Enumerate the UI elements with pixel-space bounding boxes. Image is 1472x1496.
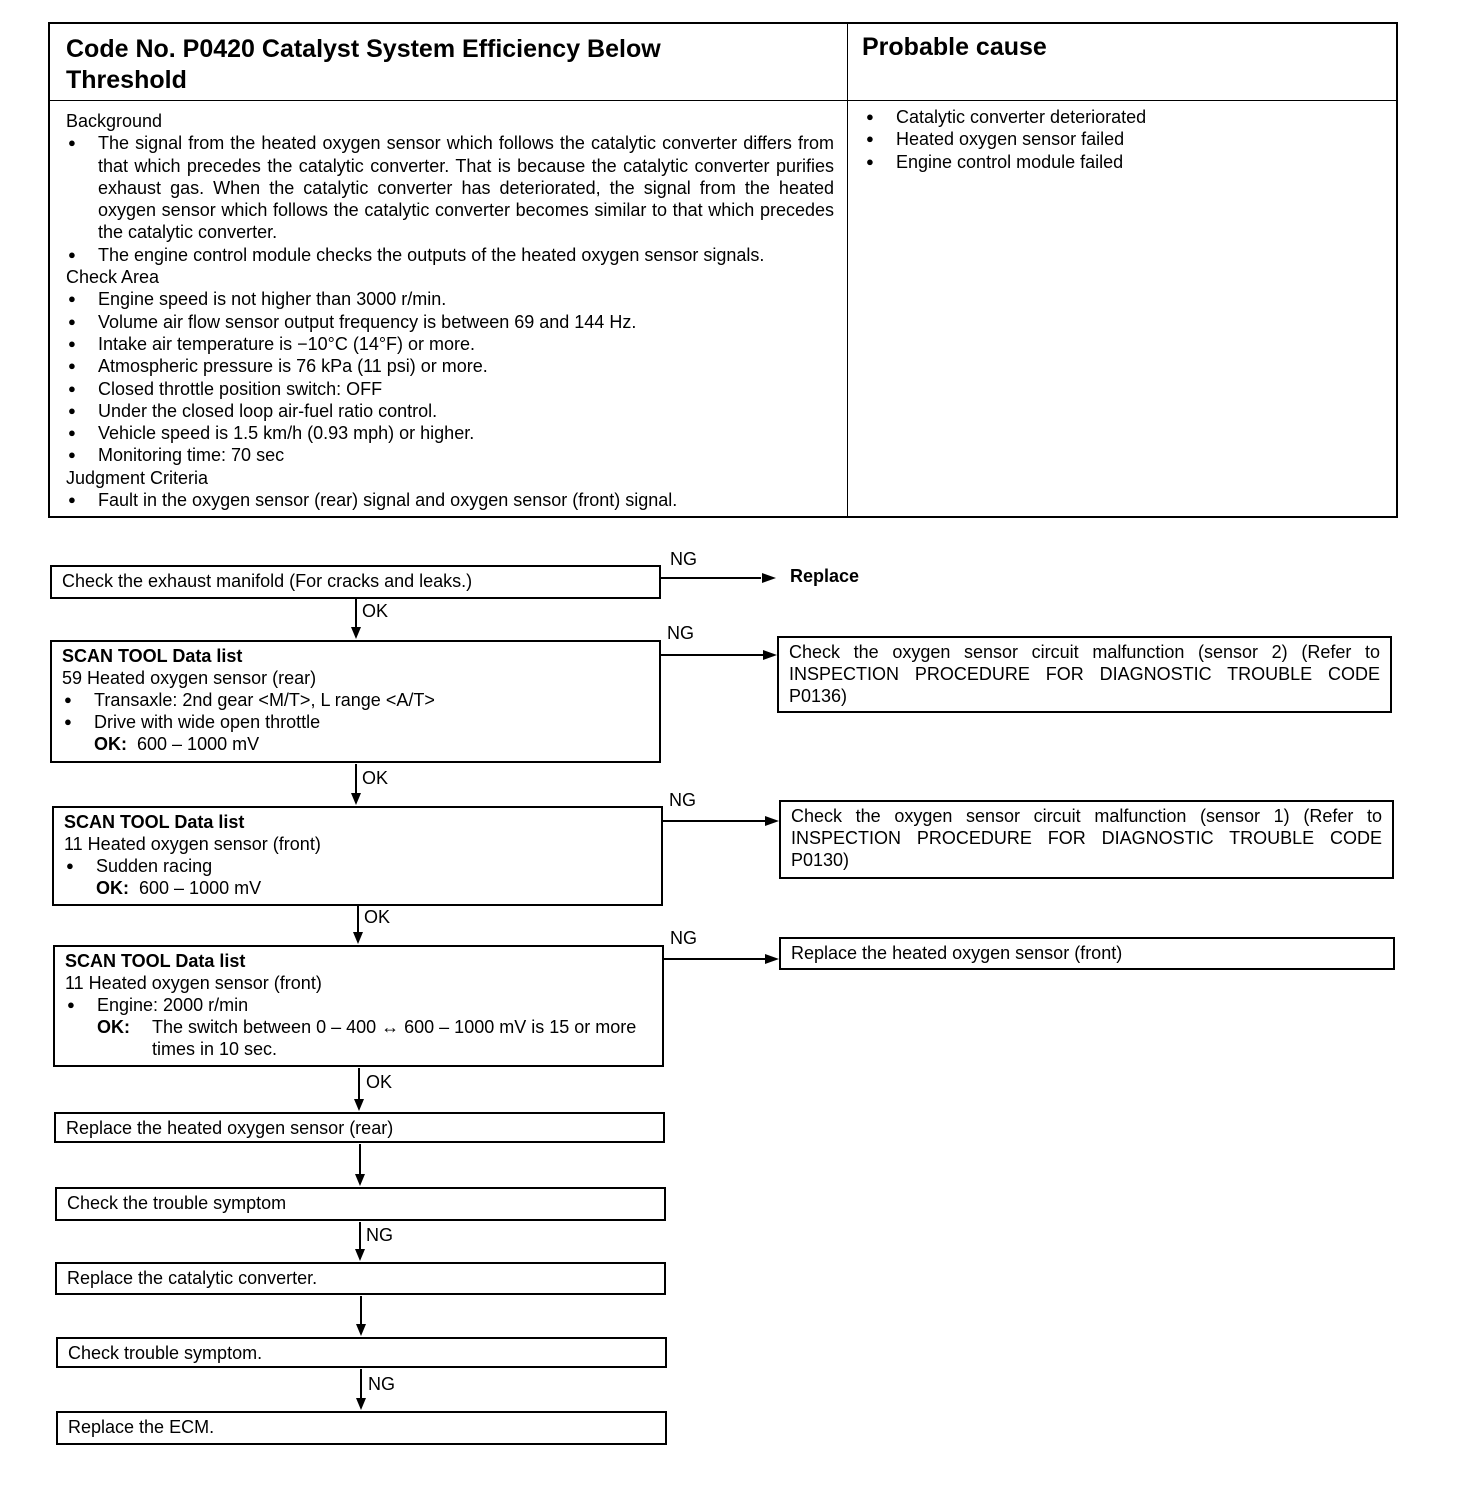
ng-label: NG — [670, 928, 697, 948]
cause-list — [864, 106, 1364, 173]
step-check-trouble-symptom: Check the trouble symptom — [55, 1187, 666, 1221]
ok-label: OK: — [96, 878, 129, 898]
arrow-right-icon — [763, 650, 777, 660]
ng-label: NG — [368, 1374, 395, 1394]
step-replace-ecm: Replace the ECM. — [56, 1411, 667, 1445]
check-area-item: ● Vehicle speed is 1.5 km/h (0.93 mph) or higher. — [66, 422, 834, 444]
arrow-right-icon — [765, 954, 779, 964]
check-area-item: ● Engine speed is not higher than 3000 r/min. — [66, 288, 834, 310]
arrow-line — [355, 764, 357, 794]
arrow-down-icon — [351, 793, 361, 805]
ng-label: NG — [667, 623, 694, 643]
arrow-line — [664, 958, 765, 960]
step-replace-catalytic-converter: Replace the catalytic converter. — [55, 1262, 666, 1295]
header-divider — [50, 100, 1396, 101]
ok-label: OK — [362, 601, 389, 621]
check-area-item: ● Intake air temperature is −10°C (14°F) or more. — [66, 333, 834, 355]
ok-value: 600 – 1000 mV — [137, 734, 260, 754]
arrow-down-icon — [351, 627, 361, 639]
check-area-item: ● Volume air flow sensor output frequency is between 69 and 144 Hz. — [66, 311, 834, 333]
arrow-down-icon — [355, 1174, 365, 1186]
arrow-line — [355, 599, 357, 629]
ok-value: 600 – 1000 mV — [139, 878, 262, 898]
scan-title: SCAN TOOL Data list — [64, 812, 245, 832]
arrow-line — [661, 654, 763, 656]
arrow-line — [359, 1144, 361, 1175]
arrow-down-icon — [356, 1398, 366, 1410]
background-item: ● The signal from the heated oxygen sensor which follows the catalytic converter differs from that which precedes the catalytic converter. That is because the catalytic converter purifies exhaust gas. When the catalytic converter has deteriorated, the signal from the heated oxygen sensor which follows the catalytic converter becomes similar to that which precedes the catalytic converter. — [66, 132, 834, 243]
arrow-right-icon — [762, 573, 776, 583]
column-divider — [847, 24, 848, 516]
cause-item: ● Catalytic converter deteriorated — [864, 106, 1364, 128]
check-area-item: ● Atmospheric pressure is 76 kPa (11 psi) or more. — [66, 355, 834, 377]
arrow-line — [661, 577, 761, 579]
scan-condition: ● Drive with wide open throttle — [62, 711, 649, 733]
judgment-item: ● Fault in the oxygen sensor (rear) signal and oxygen sensor (front) signal. — [66, 489, 834, 511]
background-label: Background — [66, 111, 163, 131]
arrow-right-icon — [765, 816, 779, 826]
ok-label: OK — [366, 1072, 393, 1092]
step-scan-rear-sensor — [50, 640, 661, 763]
scan-item: 59 Heated oxygen sensor (rear) — [62, 668, 317, 688]
ok-label: OK — [362, 768, 389, 788]
ng-label: NG — [669, 790, 696, 810]
code-table — [48, 22, 1398, 518]
arrow-line — [663, 820, 765, 822]
step-check-sensor1-circuit: Check the oxygen sensor circuit malfunction (sensor 1) (Refer to INSPECTION PROCEDURE FOR DIAGNOSTIC TROUBLE CODE P0130) — [779, 800, 1394, 879]
replace-label: Replace — [790, 566, 860, 586]
cause-item: ● Engine control module failed — [864, 151, 1364, 173]
arrow-down-icon — [355, 1249, 365, 1261]
scan-item: 11 Heated oxygen sensor (front) — [65, 973, 322, 993]
scan-title: SCAN TOOL Data list — [62, 646, 243, 666]
probable-cause-title: Probable cause — [862, 33, 1047, 61]
judgment-label: Judgment Criteria — [66, 467, 209, 488]
description — [66, 110, 834, 511]
ng-label: NG — [670, 549, 697, 569]
cause-item: ● Heated oxygen sensor failed — [864, 128, 1364, 150]
step-replace-rear-sensor: Replace the heated oxygen sensor (rear) — [54, 1112, 665, 1143]
check-area-item: ● Under the closed loop air-fuel ratio control. — [66, 400, 834, 422]
arrow-line — [358, 1068, 360, 1100]
arrow-line — [360, 1369, 362, 1399]
arrow-down-icon — [354, 1099, 364, 1111]
step-check-trouble-symptom-2: Check trouble symptom. — [56, 1337, 667, 1368]
step-replace-front-sensor: Replace the heated oxygen sensor (front) — [779, 937, 1395, 970]
check-area-item: ● Monitoring time: 70 sec — [66, 444, 834, 466]
background-item: ● The engine control module checks the outputs of the heated oxygen sensor signals. — [66, 244, 834, 266]
ok-label: OK: — [94, 734, 127, 754]
arrow-down-icon — [353, 932, 363, 944]
scan-condition: ● Sudden racing — [64, 855, 651, 877]
scan-condition: ● Transaxle: 2nd gear <M/T>, L range <A/T> — [62, 689, 649, 711]
scan-title: SCAN TOOL Data list — [65, 951, 246, 971]
ok-label: OK: — [97, 1017, 130, 1037]
code-title: Code No. P0420 Catalyst System Efficiency Below Threshold — [66, 35, 661, 94]
scan-condition: ● Engine: 2000 r/min — [65, 994, 652, 1016]
step-scan-front-sensor-racing — [52, 806, 663, 906]
ng-label: NG — [366, 1225, 393, 1245]
arrow-line — [357, 906, 359, 934]
check-area-label: Check Area — [66, 267, 160, 288]
arrow-line — [360, 1296, 362, 1325]
step-check-exhaust-manifold: Check the exhaust manifold (For cracks and leaks.) — [50, 565, 661, 599]
check-area-item: ● Closed throttle position switch: OFF — [66, 378, 834, 400]
step-check-sensor2-circuit: Check the oxygen sensor circuit malfunction (sensor 2) (Refer to INSPECTION PROCEDURE FOR DIAGNOSTIC TROUBLE CODE P0136) — [777, 636, 1392, 713]
ok-value: The switch between 0 – 400 ↔ 600 – 1000 mV is 15 or more times in 10 sec. — [152, 1017, 637, 1059]
ok-label: OK — [364, 907, 391, 927]
scan-item: 11 Heated oxygen sensor (front) — [64, 834, 321, 854]
arrow-down-icon — [356, 1324, 366, 1336]
step-scan-front-sensor-switching — [53, 945, 664, 1067]
arrow-line — [359, 1222, 361, 1250]
